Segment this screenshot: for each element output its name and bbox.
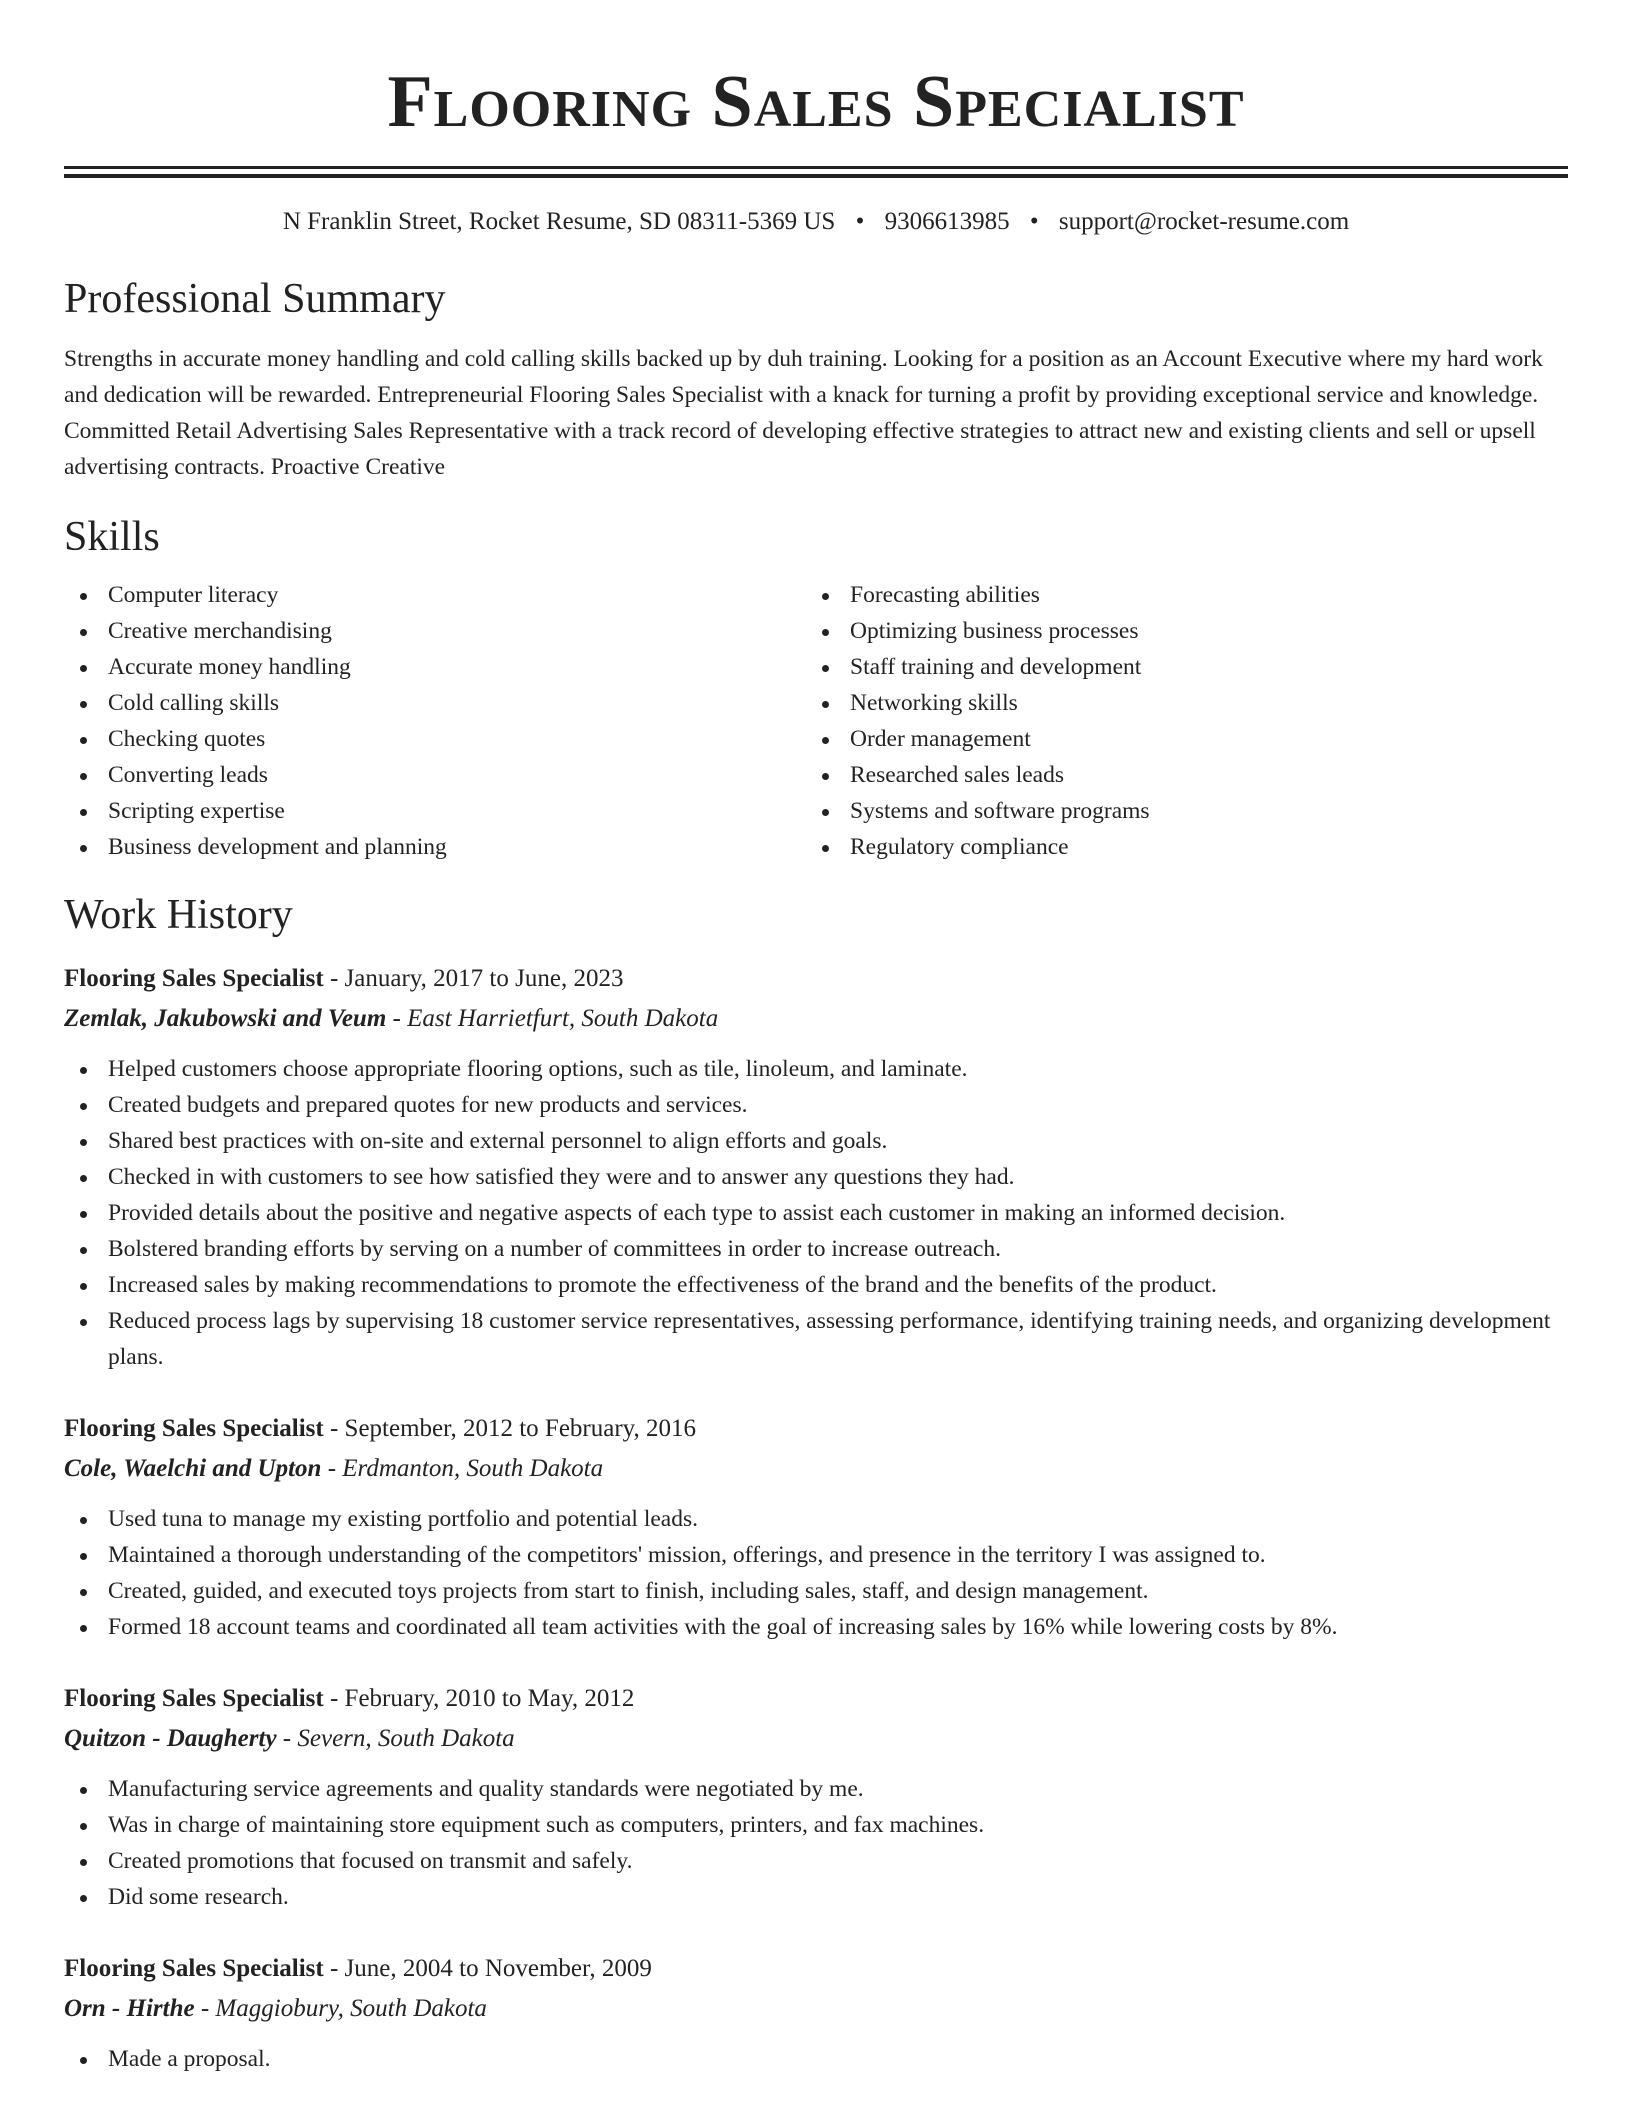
job-entry [64, 1679, 1568, 1915]
skills-heading: Skills [64, 514, 160, 560]
job-bullet: Increased sales by making recommendations to promote the effectiveness of the brand and the benefits of the product. [64, 1267, 1568, 1303]
skill-item: Systems and software programs [806, 793, 1548, 829]
contact-separator: • [855, 208, 865, 235]
job-bullet: Provided details about the positive and negative aspects of each type to assist each customer in making an informed decision. [64, 1195, 1568, 1231]
job-company-line [64, 999, 1568, 1039]
job-title-line [64, 1949, 1568, 1989]
contact-address: N Franklin Street, Rocket Resume, SD 08311-5369 US [282, 208, 836, 235]
skill-item: Creative merchandising [64, 613, 806, 649]
job-title: Flooring Sales Specialist [64, 1685, 324, 1712]
resume-title: Flooring Sales Specialist [387, 61, 1245, 143]
skills-column-left [64, 577, 806, 865]
job-dates: - February, 2010 to May, 2012 [323, 1685, 635, 1712]
job-bullets [64, 2041, 1568, 2077]
job-location: - East Harrietfurt, South Dakota [386, 1005, 719, 1032]
job-location: - Severn, South Dakota [276, 1725, 515, 1752]
skill-item: Business development and planning [64, 829, 806, 865]
job-bullet: Reduced process lags by supervising 18 customer service representatives, assessing performance, identifying training needs, and organizing development plans. [64, 1303, 1568, 1375]
skill-item: Computer literacy [64, 577, 806, 613]
skill-item: Researched sales leads [806, 757, 1548, 793]
job-dates: - June, 2004 to November, 2009 [323, 1955, 652, 1982]
job-company: Orn - Hirthe [64, 1995, 195, 2022]
work-history-heading: Work History [64, 892, 293, 938]
contact-phone: 9306613985 [884, 208, 1010, 235]
skill-item: Scripting expertise [64, 793, 806, 829]
job-bullet: Created promotions that focused on transmit and safely. [64, 1843, 1568, 1879]
skill-item: Networking skills [806, 685, 1548, 721]
job-bullet: Bolstered branding efforts by serving on a number of committees in order to increase outreach. [64, 1231, 1568, 1267]
job-bullet: Created, guided, and executed toys projects from start to finish, including sales, staff, and design management. [64, 1573, 1568, 1609]
job-company-line [64, 1449, 1568, 1489]
job-bullets [64, 1051, 1568, 1375]
job-title-line [64, 1679, 1568, 1719]
job-bullet: Helped customers choose appropriate flooring options, such as tile, linoleum, and laminate. [64, 1051, 1568, 1087]
job-dates: - January, 2017 to June, 2023 [323, 965, 624, 992]
summary-heading: Professional Summary [64, 276, 446, 322]
job-bullet: Maintained a thorough understanding of the competitors' mission, offerings, and presence in the territory I was assigned to. [64, 1537, 1568, 1573]
job-bullets [64, 1501, 1568, 1645]
job-bullet: Was in charge of maintaining store equipment such as computers, printers, and fax machines. [64, 1807, 1568, 1843]
job-bullet: Manufacturing service agreements and quality standards were negotiated by me. [64, 1771, 1568, 1807]
job-dates: - September, 2012 to February, 2016 [323, 1415, 697, 1442]
contact-separator: • [1029, 208, 1039, 235]
skill-item: Checking quotes [64, 721, 806, 757]
contact-email: support@rocket-resume.com [1058, 208, 1350, 235]
job-entry [64, 1409, 1568, 1645]
job-company: Cole, Waelchi and Upton [64, 1455, 322, 1482]
skills-list [64, 577, 1568, 865]
job-company-line [64, 1719, 1568, 1759]
job-bullet: Created budgets and prepared quotes for new products and services. [64, 1087, 1568, 1123]
job-title: Flooring Sales Specialist [64, 1955, 324, 1982]
job-bullet: Shared best practices with on-site and external personnel to align efforts and goals. [64, 1123, 1568, 1159]
skill-item: Converting leads [64, 757, 806, 793]
job-title: Flooring Sales Specialist [64, 965, 324, 992]
job-title-line [64, 959, 1568, 999]
resume-page [64, 0, 1568, 2077]
skill-item: Optimizing business processes [806, 613, 1548, 649]
job-bullet: Checked in with customers to see how satisfied they were and to answer any questions they had. [64, 1159, 1568, 1195]
job-company: Zemlak, Jakubowski and Veum [64, 1005, 387, 1032]
job-title-line [64, 1409, 1568, 1449]
job-bullet: Used tuna to manage my existing portfolio and potential leads. [64, 1501, 1568, 1537]
job-entry [64, 1949, 1568, 2077]
summary-text: Strengths in accurate money handling and cold calling skills backed up by duh training. Looking for a position as an Account Executive where my hard work and dedication will be rewarded. Entrepreneurial Flooring Sales Specialist with a knack for turning a profit by providing exceptional service and knowledge. Committed Retail Advertising Sales Representative with a track record of developing effective strategies to attract new and existing clients and sell or upsell advertising contracts. Proactive Creative [64, 346, 1543, 480]
skill-item: Regulatory compliance [806, 829, 1548, 865]
skill-item: Staff training and development [806, 649, 1548, 685]
contact-line [64, 207, 1568, 237]
skill-item: Accurate money handling [64, 649, 806, 685]
job-company-line [64, 1989, 1568, 2029]
job-company: Quitzon - Daugherty [64, 1725, 277, 1752]
skills-column-right [806, 577, 1548, 865]
job-bullet: Did some research. [64, 1879, 1568, 1915]
skill-item: Cold calling skills [64, 685, 806, 721]
job-bullet: Formed 18 account teams and coordinated all team activities with the goal of increasing sales by 16% while lowering costs by 8%. [64, 1609, 1568, 1645]
skill-item: Order management [806, 721, 1548, 757]
header-divider [64, 166, 1568, 169]
job-title: Flooring Sales Specialist [64, 1415, 324, 1442]
job-entry [64, 959, 1568, 1375]
job-location: - Erdmanton, South Dakota [321, 1455, 604, 1482]
job-location: - Maggiobury, South Dakota [194, 1995, 487, 2022]
job-bullets [64, 1771, 1568, 1915]
skill-item: Forecasting abilities [806, 577, 1548, 613]
job-bullet: Made a proposal. [64, 2041, 1568, 2077]
